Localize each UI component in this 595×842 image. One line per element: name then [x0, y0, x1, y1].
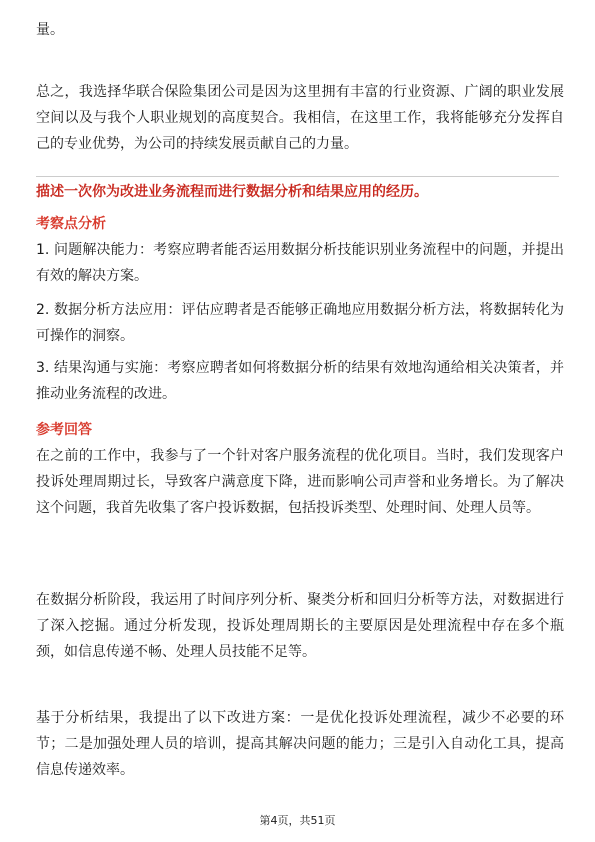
- answer-paragraph-3: 基于分析结果，我提出了以下改进方案：一是优化投诉处理流程，减少不必要的环节；二是加强处理人员的培训，提高其解决问题的能力；三是引入自动化工具，提高信息传递效率。: [36, 710, 564, 778]
- analysis-item-2: 2. 数据分析方法应用：评估应聘者是否能够正确地应用数据分析方法，将数据转化为可操作的洞察。: [36, 302, 564, 344]
- answer-heading: 参考回答: [36, 422, 92, 438]
- section-divider: [36, 176, 559, 177]
- answer-paragraph-1: 在之前的工作中，我参与了一个针对客户服务流程的优化项目。当时，我们发现客户投诉处理周期过长，导致客户满意度下降，进而影响公司声誉和业务增长。为了解决这个问题，我首先收集了客户投诉数据，包括投诉类型、处理时间、处理人员等。: [36, 448, 564, 516]
- analysis-heading: 考察点分析: [36, 216, 106, 232]
- continuation-text: 量。: [36, 22, 64, 38]
- page-number: 第4页，共51页: [259, 814, 336, 827]
- summary-paragraph: 总之，我选择华联合保险集团公司是因为这里拥有丰富的行业资源、广阔的职业发展空间以及与我个人职业规划的高度契合。我相信，在这里工作，我将能够充分发挥自己的专业优势，为公司的持续发展贡献自己的力量。: [36, 84, 564, 152]
- answer-paragraph-2: 在数据分析阶段，我运用了时间序列分析、聚类分析和回归分析等方法，对数据进行了深入挖掘。通过分析发现，投诉处理周期长的主要原因是处理流程中存在多个瓶颈，如信息传递不畅、处理人员技能不足等。: [36, 592, 564, 660]
- analysis-item-1: 1. 问题解决能力：考察应聘者能否运用数据分析技能识别业务流程中的问题，并提出有效的解决方案。: [36, 242, 564, 284]
- question-title: 描述一次你为改进业务流程而进行数据分析和结果应用的经历。: [36, 184, 428, 200]
- analysis-item-3: 3. 结果沟通与实施：考察应聘者如何将数据分析的结果有效地沟通给相关决策者，并推动业务流程的改进。: [36, 360, 564, 402]
